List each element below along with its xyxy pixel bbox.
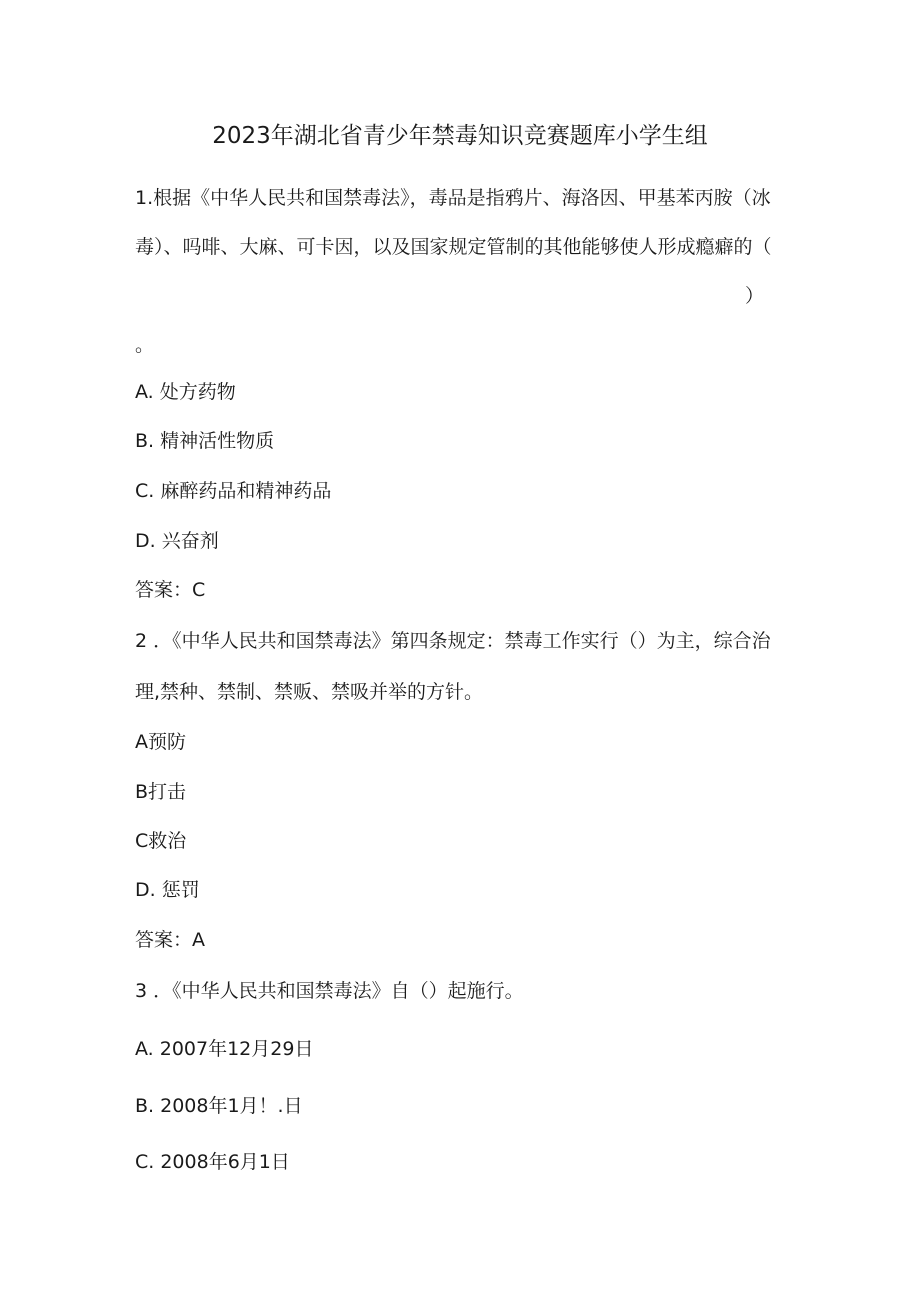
q3-stem-line-1: 3 ．《中华人民共和国禁毒法》自（）起施行。: [135, 980, 524, 1002]
q2-option-d: D. 惩罚: [135, 879, 200, 901]
q1-stem-line-1: 1.根据《中华人民共和国禁毒法》，毒品是指鸦片、海洛因、甲基苯丙胺（冰: [135, 187, 771, 209]
q2-stem-line-2: 理,禁种、禁制、禁贩、禁吸并举的方针。: [135, 681, 484, 703]
q1-stem-line-2: 毒）、吗啡、大麻、可卡因，以及国家规定管制的其他能够使人形成瘾癖的（: [135, 236, 772, 258]
q1-option-c: C. 麻醉药品和精神药品: [135, 480, 332, 502]
q1-stem-line-4: 。: [135, 334, 155, 356]
q2-stem-line-1: 2 ．《中华人民共和国禁毒法》第四条规定：禁毒工作实行（）为主，综合治: [135, 630, 771, 652]
q2-answer: 答案：A: [135, 929, 205, 951]
q1-option-d: D. 兴奋剂: [135, 530, 219, 552]
q2-option-b: B打击: [135, 781, 187, 803]
q3-option-a: A. 2007年12月29日: [135, 1038, 314, 1060]
q1-stem-line-3: ）: [744, 285, 764, 307]
q3-option-b: B. 2008年1月！.日: [135, 1095, 303, 1117]
q2-option-a: A预防: [135, 731, 186, 753]
q1-option-a: A. 处方药物: [135, 381, 236, 403]
q1-answer: 答案：C: [135, 579, 206, 601]
q1-option-b: B. 精神活性物质: [135, 430, 275, 452]
document-title: 2023年湖北省青少年禁毒知识竞赛题库小学生组: [212, 123, 708, 149]
q3-option-c: C. 2008年6月1日: [135, 1151, 290, 1173]
q2-option-c: C救治: [135, 830, 187, 852]
